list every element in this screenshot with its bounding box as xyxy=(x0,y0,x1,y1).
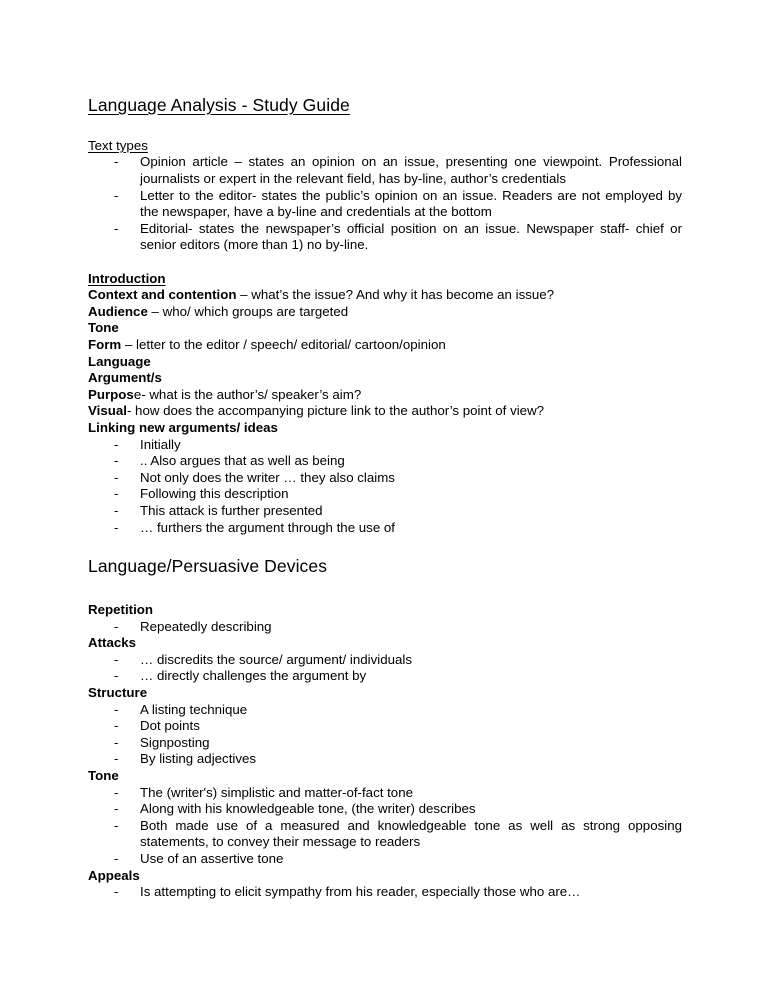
introduction-entry-label: Purpos xyxy=(88,386,134,402)
device-group-list xyxy=(88,884,682,901)
linking-phrases-list xyxy=(88,437,682,537)
list-item: - Both made use of a measured and knowledgeable tone as well as strong opposing statements, to convey their message to readers xyxy=(88,818,682,851)
heading-text-types: Text types xyxy=(88,137,148,153)
introduction-entry xyxy=(88,304,682,321)
heading-linking-new-arguments: Linking new arguments/ ideas xyxy=(88,419,278,435)
introduction-entry-label: Visual xyxy=(88,403,127,419)
text-types-list xyxy=(88,154,682,254)
list-item: - The (writer's) simplistic and matter-of-fact tone xyxy=(88,785,682,802)
device-group-heading: Repetition xyxy=(88,602,154,617)
list-item: - Letter to the editor- states the public’s opinion on an issue. Readers are not employed by the newspaper, have a by-line and credentials at the bottom xyxy=(88,188,682,221)
introduction-entry xyxy=(88,387,682,404)
introduction-entry-label: Form xyxy=(88,337,122,352)
device-group-list xyxy=(88,785,682,868)
introduction-entry xyxy=(88,403,682,420)
device-group-heading: Structure xyxy=(88,684,148,700)
page-title: Language Analysis - Study Guide xyxy=(88,95,350,115)
introduction-entry-description: e- what is the author’s/ speaker’s aim? xyxy=(133,386,362,402)
list-item: - Opinion article – states an opinion on an issue, presenting one viewpoint. Professional journalists or expert in the relevant field, has by-line, author’s credentials xyxy=(88,154,682,187)
device-group-list xyxy=(88,702,682,768)
heading-language-persuasive-devices: Language/Persuasive Devices xyxy=(88,556,328,577)
introduction-entries xyxy=(88,287,682,420)
list-item: - … directly challenges the argument by xyxy=(88,668,682,685)
introduction-entry xyxy=(88,354,682,371)
introduction-entry xyxy=(88,320,682,337)
list-item: - Along with his knowledgeable tone, (the writer) describes xyxy=(88,801,682,818)
introduction-entry-label: Language xyxy=(88,353,151,369)
list-item: - .. Also argues that as well as being xyxy=(88,453,682,470)
introduction-entry xyxy=(88,370,682,387)
list-item: - Use of an assertive tone xyxy=(88,851,682,868)
devices-groups xyxy=(88,602,682,901)
introduction-entry-label: Audience xyxy=(88,303,148,319)
list-item: - … discredits the source/ argument/ individuals xyxy=(88,652,682,669)
device-group-list xyxy=(88,652,682,685)
device-group-heading: Tone xyxy=(88,767,119,783)
list-item: - A listing technique xyxy=(88,702,682,719)
list-item: - Following this description xyxy=(88,486,682,503)
heading-introduction: Introduction xyxy=(88,270,166,286)
introduction-entry-description: – letter to the editor / speech/ editorial/ cartoon/opinion xyxy=(121,337,446,352)
list-item: - Dot points xyxy=(88,718,682,735)
introduction-entry xyxy=(88,287,682,304)
list-item: - Signposting xyxy=(88,735,682,752)
introduction-entry-label: Argument/s xyxy=(88,370,162,386)
list-item: - … furthers the argument through the use of xyxy=(88,520,682,537)
introduction-entry-description: - how does the accompanying picture link to the author’s point of view? xyxy=(126,403,545,419)
introduction-entry-label: Context and contention xyxy=(88,287,237,303)
list-item: - Editorial- states the newspaper’s official position on an issue. Newspaper staff- chief or senior editors (more than 1) no by-line. xyxy=(88,221,682,254)
introduction-entry-description: – who/ which groups are targeted xyxy=(147,303,349,319)
list-item: - By listing adjectives xyxy=(88,751,682,768)
list-item: - Repeatedly describing xyxy=(88,619,682,636)
list-item: - Is attempting to elicit sympathy from his reader, especially those who are… xyxy=(88,884,682,901)
device-group-heading: Attacks xyxy=(88,635,137,651)
introduction-entry-label: Tone xyxy=(88,320,119,336)
list-item: - Initially xyxy=(88,437,682,454)
introduction-entry-description: – what’s the issue? And why it has become an issue? xyxy=(236,287,555,303)
device-group-list xyxy=(88,619,682,636)
device-group-heading: Appeals xyxy=(88,867,140,883)
list-item: - Not only does the writer … they also claims xyxy=(88,470,682,487)
list-item: - This attack is further presented xyxy=(88,503,682,520)
introduction-entry xyxy=(88,337,682,354)
